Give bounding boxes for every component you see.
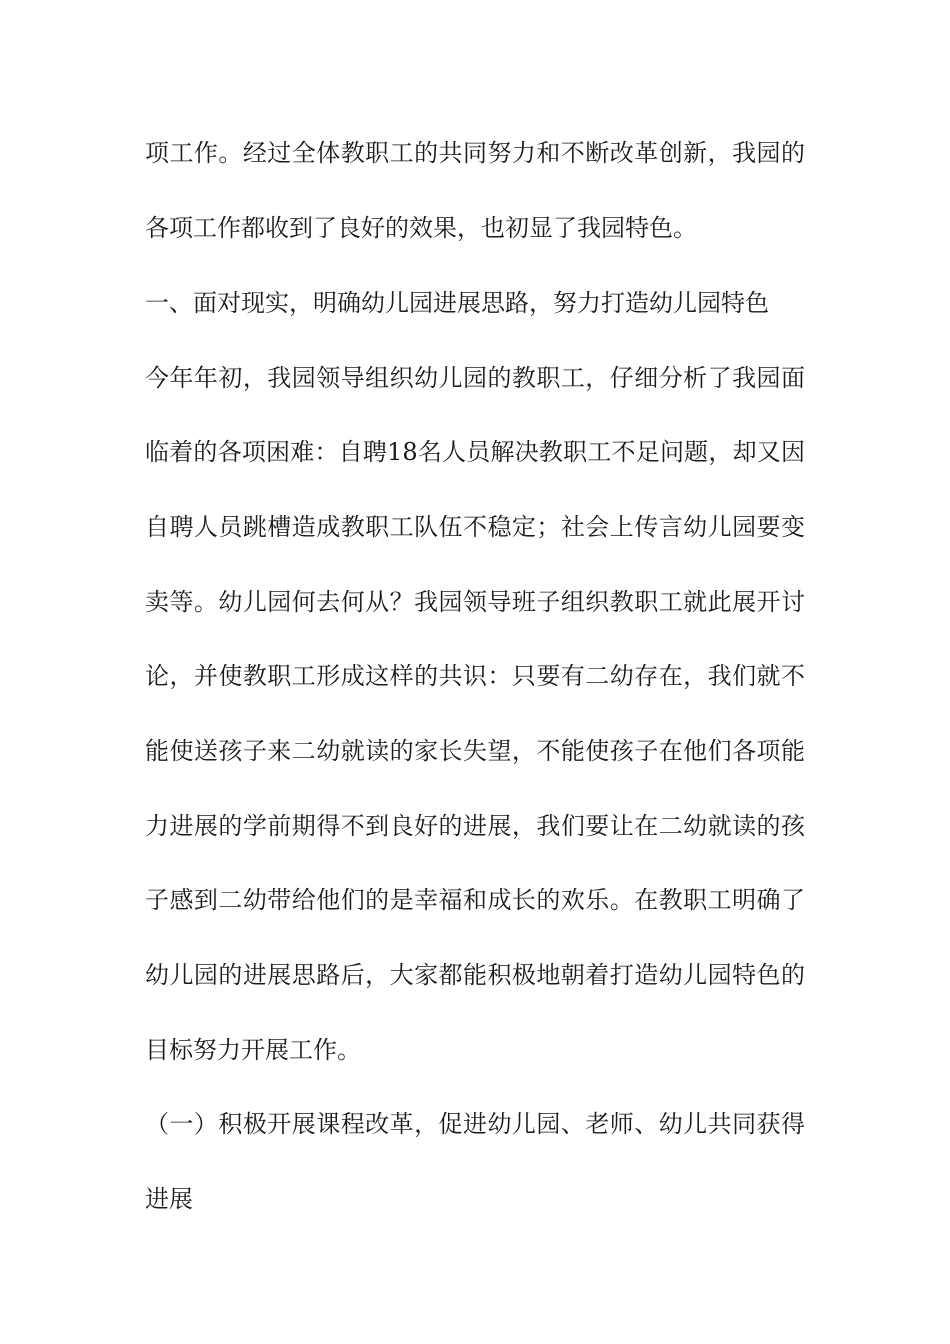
text-line-8: 论，并使教职工形成这样的共识：只要有二幼存在，我们就不 [145, 662, 805, 690]
text-line-13: 目标努力开展工作。 [145, 1036, 361, 1064]
text-line-5: 临着的各项困难：自聘18名人员解决教职工不足问题，却又因 [145, 438, 805, 466]
text-line-6: 自聘人员跳槽造成教职工队伍不稳定；社会上传言幼儿园要变 [145, 513, 805, 541]
text-line-1: 项工作。经过全体教职工的共同努力和不断改革创新，我园的 [145, 139, 805, 167]
text-line-7: 卖等。幼儿园何去何从？我园领导班子组织教职工就此展开讨 [145, 588, 805, 616]
text-line-12: 幼儿园的进展思路后，大家都能积极地朝着打造幼儿园特色的 [145, 961, 805, 989]
text-line-2: 各项工作都收到了良好的效果，也初显了我园特色。 [145, 214, 697, 242]
text-line-4: 今年年初，我园领导组织幼儿园的教职工，仔细分析了我园面 [145, 364, 805, 392]
section-heading-1: 一、面对现实，明确幼儿园进展思路，努力打造幼儿园特色 [145, 289, 769, 317]
text-line-10: 力进展的学前期得不到良好的进展，我们要让在二幼就读的孩 [145, 812, 805, 840]
text-line-11: 子感到二幼带给他们的是幸福和成长的欢乐。在教职工明确了 [145, 886, 805, 914]
text-line-9: 能使送孩子来二幼就读的家长失望，不能使孩子在他们各项能 [145, 737, 805, 765]
subsection-heading-1-continued: 进展 [145, 1185, 193, 1213]
subsection-heading-1: （一）积极开展课程改革，促进幼儿园、老师、幼儿共同获得 [145, 1110, 805, 1138]
